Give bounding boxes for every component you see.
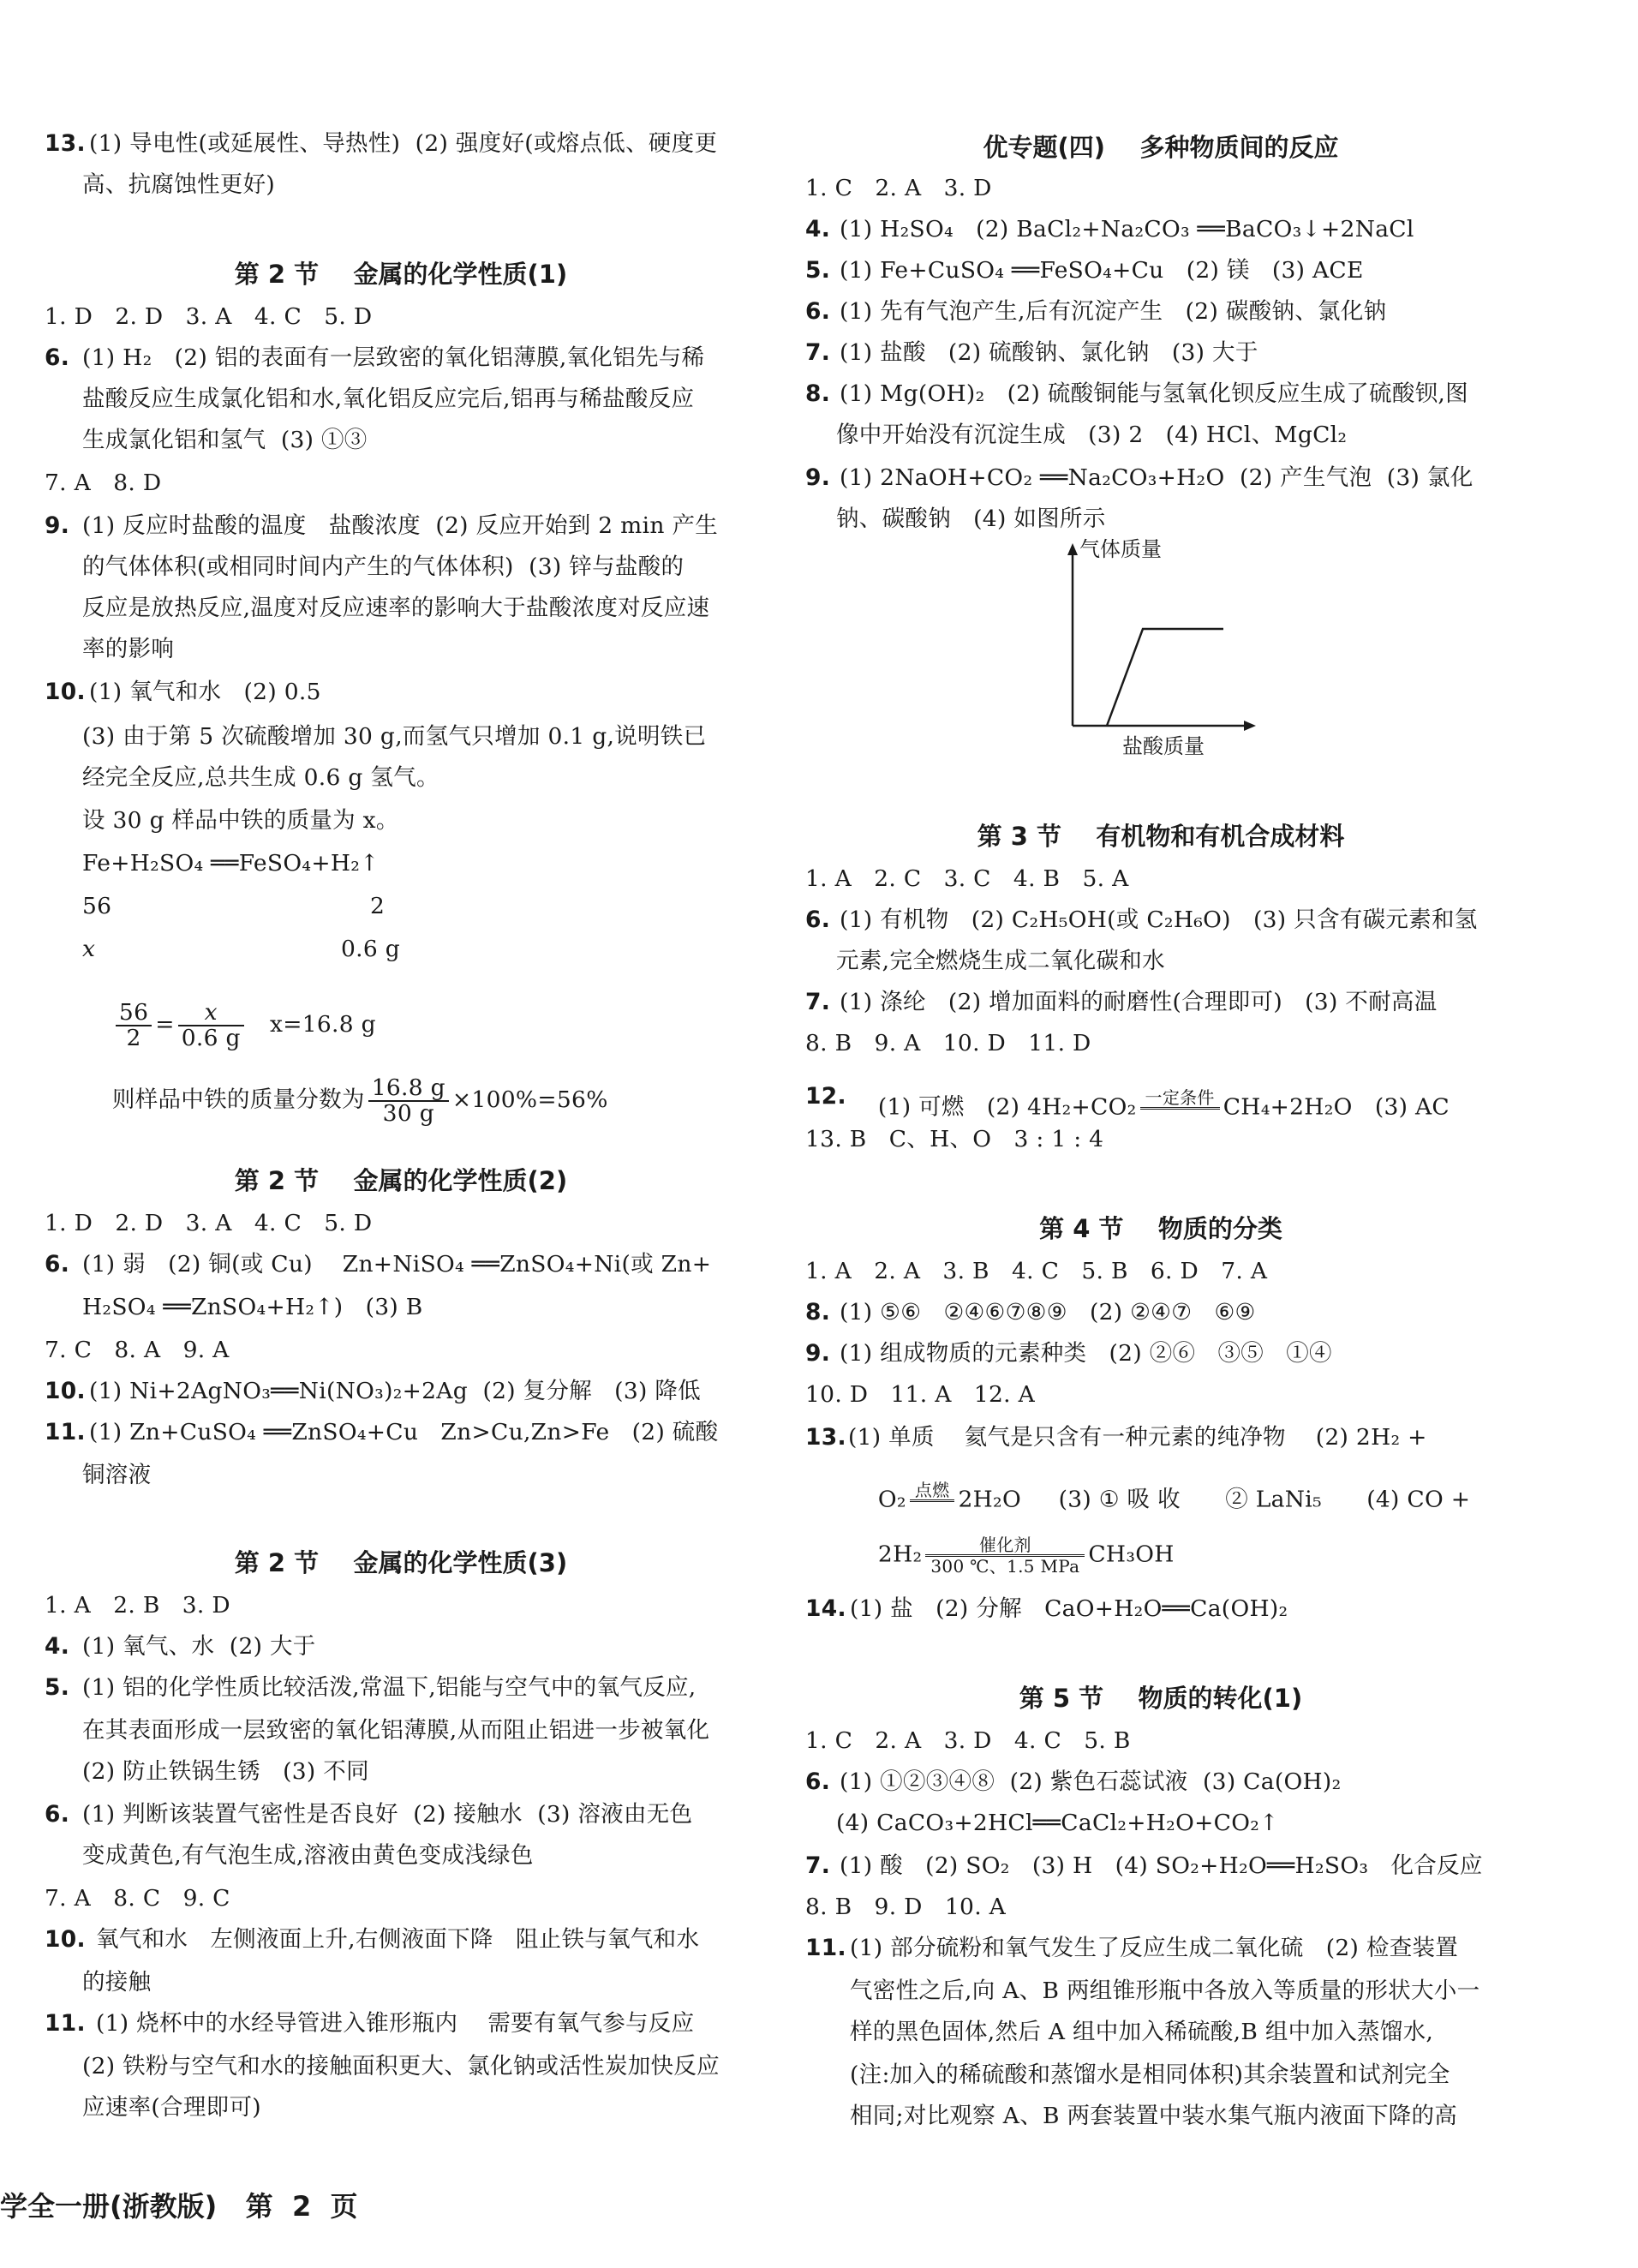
a-q5-number: 5. [805, 257, 831, 284]
s3-q4-line1: (1) 氧气、水 (2) 大于 [82, 1633, 316, 1660]
d-q7-line1: (1) 酸 (2) SO₂ (3) H (4) SO₂+H₂O══H₂SO₃ 化合反应 [840, 1852, 1483, 1879]
s3-q10-line1: 氧气和水 左侧液面上升,右侧液面下降 阻止铁与氧气和水 [96, 1926, 700, 1953]
s1-q6-number: 6. [45, 344, 70, 371]
s2-q11-line1: (1) Zn+CuSO₄ ══ZnSO₄+Cu Zn>Cu,Zn>Fe (2) 硫酸 [89, 1419, 719, 1445]
s2-q11-line2: 铜溶液 [82, 1462, 152, 1488]
c-q13-line1: (1) 单质 氦气是只含有一种元素的纯净物 (2) 2H₂ + [848, 1424, 1427, 1451]
s1-q10-56: 56 [82, 893, 112, 919]
section-title-1: 第 2 节 金属的化学性质(1) [234, 260, 568, 289]
b-answers-1-5: 1. A 2. C 3. C 4. B 5. A [805, 865, 1129, 892]
b-q7-line1: (1) 涤纶 (2) 增加面料的耐磨性(合理即可) (3) 不耐高温 [840, 989, 1438, 1015]
a-q9-line1: (1) 2NaOH+CO₂ ══Na₂CO₃+H₂O (2) 产生气泡 (3) 氯化 [840, 464, 1474, 491]
s2-answers-1-5: 1. D 2. D 3. A 4. C 5. D [45, 1210, 373, 1236]
graph-x-label: 盐酸质量 [1122, 734, 1205, 758]
s3-q5-line1: (1) 铝的化学性质比较活泼,常温下,铝能与空气中的氧气反应, [82, 1674, 696, 1701]
section-title-topic-4: 优专题(四) 多种物质间的反应 [983, 133, 1339, 162]
s3-answers-1-3: 1. A 2. B 3. D [45, 1592, 230, 1619]
a-q9-number: 9. [805, 464, 831, 491]
d-q6-line2: (4) CaCO₃+2HCl══CaCl₂+H₂O+CO₂↑ [836, 1810, 1279, 1836]
s1-q10-percentage: 则样品中铁的质量分数为 $\frac{16.8 g}{30 g}$ ×100%=56% [111, 1074, 608, 1127]
a-q4-line1: (1) H₂SO₄ (2) BaCl₂+Na₂CO₃ ══BaCO₃↓+2NaCl [840, 216, 1414, 242]
c-answers-10-12: 10. D 11. A 12. A [805, 1381, 1036, 1408]
a-answers-1-3: 1. C 2. A 3. D [805, 175, 992, 201]
q13-number: 13. [45, 130, 86, 157]
s1-q9-line1: (1) 反应时盐酸的温度 盐酸浓度 (2) 反应开始到 2 min 产生 [82, 512, 719, 539]
a-q6-line1: (1) 先有气泡产生,后有沉淀产生 (2) 碳酸钠、氯化钠 [840, 298, 1387, 325]
d-q6-number: 6. [805, 1768, 831, 1795]
s3-q4-number: 4. [45, 1633, 70, 1660]
s3-q6-number: 6. [45, 1801, 70, 1828]
a-q4-number: 4. [805, 216, 831, 242]
s2-q10-number: 10. [45, 1378, 86, 1404]
s1-q6-line1: (1) H₂ (2) 铝的表面有一层致密的氧化铝薄膜,氧化铝先与稀 [82, 344, 705, 371]
d-q11-line5: 相同;对比观察 A、B 两套装置中装水集气瓶内液面下降的高 [850, 2103, 1458, 2129]
s1-q10-2: 2 [370, 893, 386, 919]
c-answers-1-7: 1. A 2. A 3. B 4. C 5. B 6. D 7. A [805, 1258, 1268, 1284]
b-q7-number: 7. [805, 989, 831, 1015]
s1-q10-line4: 设 30 g 样品中铁的质量为 x。 [82, 807, 399, 834]
s1-answers-1-5: 1. D 2. D 3. A 4. C 5. D [45, 303, 373, 330]
s1-q6-line2: 盐酸反应生成氯化铝和水,氧化铝反应完后,铝再与稀盐酸反应 [82, 386, 695, 412]
d-q11-line1: (1) 部分硫粉和氧气发生了反应生成二氧化硫 (2) 检查装置 [850, 1935, 1459, 1961]
s3-q6-line1: (1) 判断该装置气密性是否良好 (2) 接触水 (3) 溶液由无色 [82, 1801, 693, 1828]
d-q11-line4: (注:加入的稀硫酸和蒸馏水是相同体积)其余装置和试剂完全 [850, 2062, 1450, 2088]
s1-q10-line1: (1) 氧气和水 (2) 0.5 [89, 679, 321, 705]
a-q8-number: 8. [805, 380, 831, 407]
q13-line1: (1) 导电性(或延展性、导热性) (2) 强度好(或熔点低、硬度更 [89, 130, 718, 157]
gas-curve [1107, 629, 1223, 726]
c-q8-number: 8. [805, 1299, 831, 1325]
gas-mass-graph [1054, 537, 1259, 773]
y-axis-arrow-icon [1067, 543, 1078, 555]
s2-q6-line1: (1) 弱 (2) 铜(或 Cu) Zn+NiSO₄ ══ZnSO₄+Ni(或 Zn+ [82, 1251, 712, 1278]
s1-q10-line2: (3) 由于第 5 次硫酸增加 30 g,而氢气只增加 0.1 g,说明铁已 [82, 723, 707, 750]
s2-answers-7-9: 7. C 8. A 9. A [45, 1337, 230, 1363]
c-q13-line2: O₂ 点燃 2H₂O (3) ① 吸 收 ② LaNi₅ (4) CO + [877, 1480, 1471, 1513]
a-q8-line2: 像中开始没有沉淀生成 (3) 2 (4) HCl、MgCl₂ [836, 422, 1348, 448]
q13-line2: 高、抗腐蚀性更好) [82, 171, 276, 198]
s2-q6-number: 6. [45, 1251, 70, 1278]
b-answers-8-11: 8. B 9. A 10. D 11. D [805, 1030, 1091, 1056]
a-q6-number: 6. [805, 298, 831, 325]
s2-q11-number: 11. [45, 1419, 86, 1445]
b-q12-number: 12. [805, 1083, 846, 1110]
c-q9-number: 9. [805, 1340, 831, 1367]
d-q11-line3: 样的黑色固体,然后 A 组中加入稀硫酸,B 组中加入蒸馏水, [850, 2019, 1434, 2045]
b-q6-line2: 元素,完全燃烧生成二氧化碳和水 [836, 948, 1165, 974]
s3-q11-line3: 应速率(合理即可) [82, 2094, 261, 2121]
s3-q11-number: 11. [45, 2010, 86, 2037]
a-q7-line1: (1) 盐酸 (2) 硫酸钠、氯化钠 (3) 大于 [840, 339, 1258, 366]
a-q7-number: 7. [805, 339, 831, 366]
s3-answers-7-9: 7. A 8. C 9. C [45, 1885, 230, 1912]
s3-q11-line2: (2) 铁粉与空气和水的接触面积更大、氯化钠或活性炭加快反应 [82, 2053, 720, 2079]
c-q13-number: 13. [805, 1424, 846, 1451]
section-title-2: 第 2 节 金属的化学性质(2) [234, 1166, 568, 1195]
a-q9-line2: 钠、碳酸钠 (4) 如图所示 [836, 506, 1106, 532]
s3-q11-line1: (1) 烧杯中的水经导管进入锥形瓶内 需要有氧气参与反应 [96, 2010, 695, 2037]
s1-q10-line3: 经完全反应,总共生成 0.6 g 氢气。 [82, 764, 439, 791]
s1-q6-line3: 生成氯化铝和氢气 (3) ①③ [82, 427, 368, 453]
x-axis-arrow-icon [1244, 721, 1256, 731]
d-answers-1-5: 1. C 2. A 3. D 4. C 5. B [805, 1727, 1131, 1754]
b-q6-number: 6. [805, 907, 831, 933]
s1-q10-x: x [82, 936, 96, 962]
section-title-classification: 第 4 节 物质的分类 [1039, 1214, 1282, 1243]
d-q6-line1: (1) ①②③④⑧ (2) 紫色石蕊试液 (3) Ca(OH)₂ [840, 1768, 1342, 1795]
graph-y-label: 气体质量 [1079, 537, 1162, 561]
d-q7-number: 7. [805, 1852, 831, 1879]
page-footer: 学全一册(浙教版) 第 2 页 [0, 2190, 358, 2223]
s1-q10-equation: Fe+H₂SO₄ ══FeSO₄+H₂↑ [82, 850, 380, 877]
d-q11-line2: 气密性之后,向 A、B 两组锥形瓶中各放入等质量的形状大小一 [850, 1978, 1480, 2004]
s3-q5-number: 5. [45, 1674, 70, 1701]
s1-q10-06g: 0.6 g [341, 936, 401, 962]
d-answers-8-10: 8. B 9. D 10. A [805, 1894, 1007, 1920]
c-q9-line1: (1) 组成物质的元素种类 (2) ②⑥ ③⑤ ①④ [840, 1340, 1332, 1367]
s2-q6-line2: H₂SO₄ ══ZnSO₄+H₂↑) (3) B [82, 1294, 423, 1320]
s1-q9-number: 9. [45, 512, 70, 539]
s3-q6-line2: 变成黄色,有气泡生成,溶液由黄色变成浅绿色 [82, 1842, 534, 1869]
s1-q9-line2: 的气体体积(或相同时间内产生的气体体积) (3) 锌与盐酸的 [82, 554, 684, 580]
section-title-3: 第 2 节 金属的化学性质(3) [234, 1548, 568, 1577]
d-q11-number: 11. [805, 1935, 846, 1961]
s1-answers-7-8: 7. A 8. D [45, 470, 162, 496]
s3-q10-line2: 的接触 [82, 1969, 152, 1996]
a-q8-line1: (1) Mg(OH)₂ (2) 硫酸铜能与氢氧化钡反应生成了硫酸钡,图 [840, 380, 1468, 407]
section-title-conversion: 第 5 节 物质的转化(1) [1019, 1684, 1303, 1713]
b-answers-13: 13. B C、H、O 3 : 1 : 4 [805, 1126, 1104, 1152]
s1-q9-line3: 反应是放热反应,温度对反应速率的影响大于盐酸浓度对反应速 [82, 595, 710, 621]
s3-q5-line3: (2) 防止铁锅生锈 (3) 不同 [82, 1758, 369, 1785]
c-q13-line3: 2H₂ 催化剂 300 ℃、1.5 MPa CH₃OH [877, 1535, 1175, 1577]
a-q5-line1: (1) Fe+CuSO₄ ══FeSO₄+Cu (2) 镁 (3) ACE [840, 257, 1364, 284]
b-q6-line1: (1) 有机物 (2) C₂H₅OH(或 C₂H₆O) (3) 只含有碳元素和氢 [840, 907, 1478, 933]
c-q8-line1: (1) ⑤⑥ ②④⑥⑦⑧⑨ (2) ②④⑦ ⑥⑨ [840, 1299, 1256, 1325]
s3-q5-line2: 在其表面形成一层致密的氧化铝薄膜,从而阻止铝进一步被氧化 [82, 1717, 710, 1744]
s3-q10-number: 10. [45, 1926, 86, 1953]
c-q14-line1: (1) 盐 (2) 分解 CaO+H₂O══Ca(OH)₂ [850, 1595, 1288, 1622]
s1-q10-proportion: $\frac{56}{2}$ = $\frac{x}{0.6 g}$ x=16.8 g [82, 977, 376, 1074]
s2-q10-line1: (1) Ni+2AgNO₃══Ni(NO₃)₂+2Ag (2) 复分解 (3) 降低 [89, 1378, 701, 1404]
c-q14-number: 14. [805, 1595, 846, 1622]
s1-q10-number: 10. [45, 679, 86, 705]
section-title-organic: 第 3 节 有机物和有机合成材料 [977, 822, 1345, 851]
b-q12-line1: (1) 可燃 (2) 4H₂+CO₂ 一定条件 CH₄+2H₂O (3) AC [877, 1087, 1450, 1121]
s1-q9-line4: 率的影响 [82, 636, 175, 662]
